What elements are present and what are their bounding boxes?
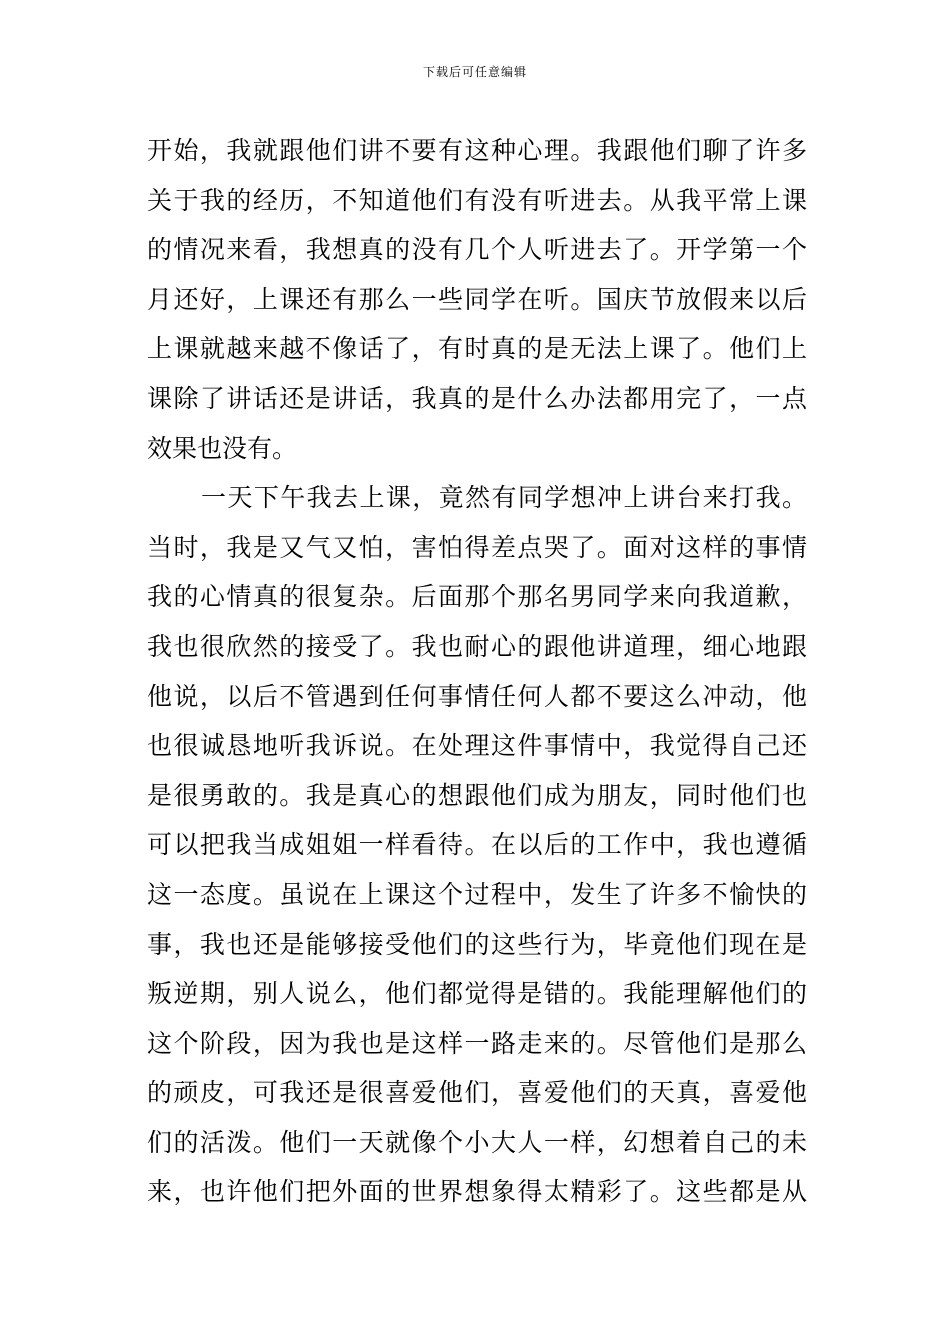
text-line: 月还好，上课还有那么一些同学在听。国庆节放假来以后 <box>147 284 807 314</box>
text-line: 也很诚恳地听我诉说。在处理这件事情中，我觉得自己还 <box>147 731 807 761</box>
text-line: 一天下午我去上课，竟然有同学想冲上讲台来打我。 <box>201 483 807 513</box>
text-line: 叛逆期，别人说么，他们都觉得是错的。我能理解他们的 <box>147 979 807 1009</box>
paragraph-1 <box>147 126 807 473</box>
text-line: 课除了讲话还是讲话，我真的是什么办法都用完了，一点 <box>147 383 807 413</box>
text-line: 关于我的经历，不知道他们有没有听进去。从我平常上课 <box>147 185 807 215</box>
paragraph-2 <box>147 473 807 1217</box>
body-text <box>147 126 807 1217</box>
text-line: 开始，我就跟他们讲不要有这种心理。我跟他们聊了许多 <box>147 136 807 165</box>
text-line: 可以把我当成姐姐一样看待。在以后的工作中，我也遵循 <box>147 830 807 860</box>
text-line: 上课就越来越不像话了，有时真的是无法上课了。他们上 <box>147 334 807 364</box>
text-line: 他说，以后不管遇到任何事情任何人都不要这么冲动，他 <box>147 681 807 711</box>
text-line: 是很勇敢的。我是真心的想跟他们成为朋友，同时他们也 <box>147 780 807 810</box>
text-line: 当时，我是又气又怕，害怕得差点哭了。面对这样的事情 <box>147 532 807 562</box>
text-line: 这一态度。虽说在上课这个过程中，发生了许多不愉快的 <box>147 879 807 909</box>
text-line: 们的活泼。他们一天就像个小大人一样，幻想着自己的未 <box>147 1127 807 1157</box>
text-line: 我的心情真的很复杂。后面那个那名男同学来向我道歉， <box>147 582 807 612</box>
text-line: 效果也没有。 <box>147 433 298 463</box>
text-line: 事，我也还是能够接受他们的这些行为，毕竟他们现在是 <box>147 929 807 959</box>
text-line: 我也很欣然的接受了。我也耐心的跟他讲道理，细心地跟 <box>147 631 807 661</box>
text-line: 的顽皮，可我还是很喜爱他们，喜爱他们的天真，喜爱他 <box>147 1078 807 1108</box>
text-line: 来，也许他们把外面的世界想象得太精彩了。这些都是从 <box>147 1177 807 1207</box>
text-line: 的情况来看，我想真的没有几个人听进去了。开学第一个 <box>147 235 807 265</box>
page-header: 下载后可任意编辑 <box>422 65 527 79</box>
text-line: 这个阶段，因为我也是这样一路走来的。尽管他们是那么 <box>147 1028 807 1058</box>
